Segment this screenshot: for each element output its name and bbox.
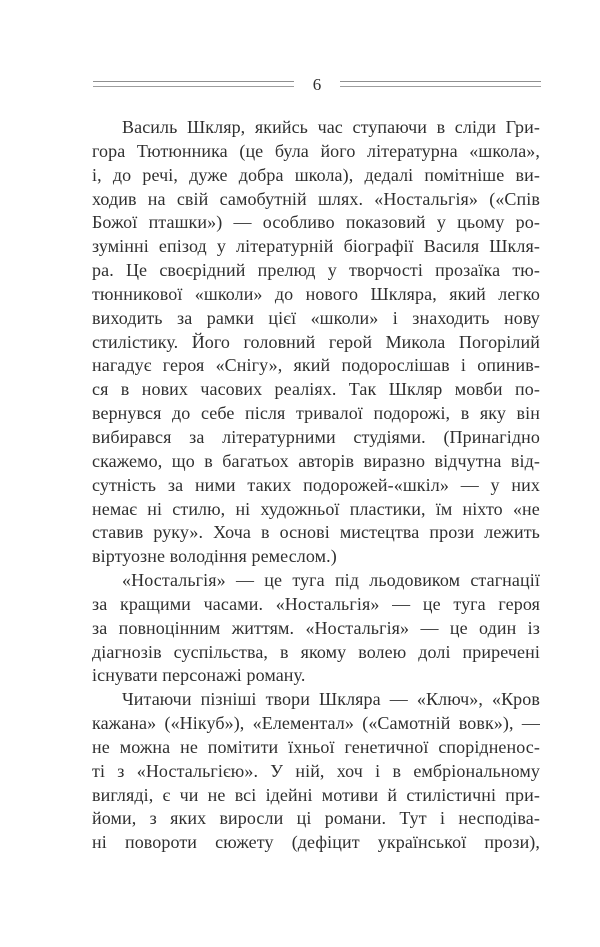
text-line: нагадує героя «Снігу», який подорослішав і опинив- [92, 355, 540, 376]
body-text [92, 116, 540, 855]
text-line: кажана» («Нікуб»), «Елементал» («Самотній вовк»), — [92, 713, 540, 734]
text-line: ся в нових часових реаліях. Так Шкляр мовби по- [92, 379, 540, 400]
text-line: за кращими часами. «Ностальгія» — це туга героя [92, 593, 540, 614]
page-number: 6 [312, 74, 322, 94]
text-line: діагнозів суспільства, в якому волею долі приречені [92, 641, 540, 662]
text-line: зумінні епізод у літературній біографії Василя Шкля- [92, 236, 540, 257]
text-line: «Ностальгія» — це туга під льодовиком стагнації [122, 570, 540, 591]
text-line: ті з «Ностальгією». У ній, хоч і в ембріональному [92, 760, 540, 781]
text-line: за повноцінним життям. «Ностальгія» — це один із [92, 617, 540, 638]
text-line: ставив руку». Хоча в основі мистецтва прози лежить [92, 522, 540, 543]
text-line: ні повороти сюжету (дефіцит української прози), [92, 832, 540, 853]
text-line: віртуозне володіння ремеслом.) [92, 546, 337, 567]
text-line: скажемо, що в багатьох авторів виразно відчутна від- [92, 450, 540, 471]
text-line: Читаючи пізніші твори Шкляра — «Ключ», «Кров [122, 689, 540, 710]
header-rule-right [340, 81, 541, 87]
text-line: йоми, з яких виросли ці романи. Тут і несподіва- [92, 808, 540, 829]
text-line: стилістику. Його головний герой Микола Погорілий [92, 331, 540, 352]
text-line: гора Тютюнника (це була його літературна «школа», [92, 140, 540, 161]
text-line: не можна не помітити їхньої генетичної спорідненос- [92, 736, 540, 757]
text-line: тюнникової «школи» до нового Шкляра, який легко [92, 283, 540, 304]
text-line: виходить за рамки цієї «школи» і знаходить нову [92, 307, 540, 328]
text-line: Василь Шкляр, якийсь час ступаючи в сліди Гри- [122, 117, 540, 137]
text-line: немає ні стилю, ні художньої пластики, їм ніхто «не [92, 498, 540, 519]
text-line: існувати персонажі роману. [92, 665, 306, 686]
text-line: сутність за ними таких подорожей-«шкіл» — у них [92, 474, 540, 495]
text-line: вернувся до себе після тривалої подорожі, в яку він [92, 403, 540, 424]
text-line: вибирався за літературними студіями. (Принагідно [92, 426, 540, 447]
text-line: ра. Це своєрідний прелюд у творчості прозаїка тю- [92, 260, 540, 281]
running-head [93, 71, 541, 97]
text-line: вигляді, є чи не всі ідейні мотиви й стилістичні при- [92, 784, 540, 805]
text-line: Божої пташки») — особливо показовий у цьому ро- [92, 212, 540, 233]
text-line: і, до речі, дуже добра школа), дедалі помітніше ви- [92, 164, 540, 185]
text-line: ходив на свій самобутній шлях. «Ностальгія» («Спів [92, 188, 540, 209]
header-rule-left [93, 81, 294, 87]
